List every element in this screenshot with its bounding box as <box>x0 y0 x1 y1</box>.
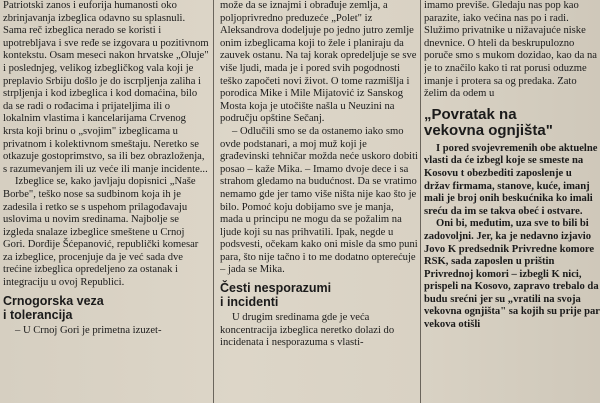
paragraph: Oni bi, međutim, uza sve to bili bi zadovoljni. Jer, ka je nedavno izjavio Jovo K predsednik Privredne komore RSK, sada zaposlen u prištin Privrednoj komori – izbegli K nici, prispeli na Kosovo, zapravo trebalo da budu srećni jer su „vratili na svoja vekovna ognjišta" sa kojih su prije par vekova otišli <box>424 218 600 331</box>
article-column-2 <box>220 0 418 350</box>
article-column-3 <box>424 0 600 332</box>
paragraph: – Odlučili smo se da ostanemo iako smo ovde podstanari, a moj muž koji je građevinski tehničar možda neće uskoro dobiti posao – kaže Mika. – Imamo dvoje dece i sa strahom gledamo na budućnost. Da se vratimo nemamo gde jer tamo više ništa nije kao što je bilo. Pomoć koju dobijamo sve je manja, mada u principu ne mogu da se požalim na ljude koji su nas prihvatili. Ipak, negde u podsvesti, očekam kako oni misle da smo puni para, što nije tačno i to me dodatno opterećuje – jada se Mika. <box>220 125 418 276</box>
paragraph: – U Crnoj Gori je primetna izuzet- <box>15 324 162 336</box>
column-rule <box>420 0 421 403</box>
paragraph: imamo previše. Gledaju nas pop kao parazite, iako većina nas po i radi. Služimo privatnike u nižavajuće niske dnevnice. O hteli da beskrupulozno poruče smo s mukom dozidao, kao da na je to značilo kako ti rat porusi oduzme imanje i protera sa og predaka. Zato želim da odem u <box>424 0 597 100</box>
article-column-1 <box>3 0 209 337</box>
paragraph: Patriotski zanos i euforija humanosti oko zbrinjavanja izbeglica odavno su splasnuli. Sama reč izbeglica nerado se koristi i upotrebljava i sve ređe se izgovara u pozitivnom kontekstu. Osam meseci nakon hrvatske „Oluje" i poslednjeg, velikog izbegličkog vala koji je preplavio Srbiju došlo je do iscrpljenja zaliha i strpljenja i kod izbeglica i kod domaćina, bilo da se radi o rođacima i prijateljima ili o lokalnim vlastima i kancelarijama Crvenog krsta koji brinu o „svojim" izbeglicama u privatnom i kolektivnom smeštaju. Neretko se otkazuje gostoprimstvo, sa ili bez obrazloženja, s razumevanjem ili uz veće ili manje incidente... <box>3 0 209 175</box>
paragraph: I pored svojevremenih obe aktuelne vlasti da će izbegl koje se smeste na Kosovu t obezbediti zaposlenje u držav firmama, stanove, kuće, imanj mali je broj onih beskućnika ko imali sreću da im se takva obeć i ostvare. <box>424 142 598 217</box>
subheading: Crnogorska veza i tolerancija <box>3 293 104 322</box>
subheading: „Povratak na vekovna ognjišta" <box>424 105 553 139</box>
column-rule <box>213 0 214 403</box>
paragraph: Izbeglice se, kako javljaju dopisnici „Naše Borbe", teško nose sa sudbinom koja ih je zadesila i retko se s uspehom prilagođavaju uslovima u novim sredinama. Najbolje se izgleda snalaze izbeglice smeštene u Crnoj Gori. Dorđije Šćepanović, republički komesar za izbeglice, procenjuje da je već sada dve trećine izbeglica opredeljeno za ostanak i integraciju u ovoj Republici. <box>3 176 199 289</box>
paragraph: može da se iznajmi i obrađuje zemlja, a poljoprivredno preduzeće „Polet" iz Aleksandrova dodeljuje po jedno jutro zemlje onim izbeglicama koji to žele i planiraju da zauvek ostanu. Na taj korak opredeljuje se sve više ljudi, mada je i pored svih pogodnosti teško započeti novi život. O tome razmišlja i porodica Mike i Mile Mijatović iz Sanskog Mosta koja je utočište našla u Neuzini na području opštine Sečanj. <box>220 0 417 125</box>
subheading: Česti nesporazumi i incidenti <box>220 281 332 310</box>
paragraph: U drugim sredinama gde je veća koncentracija izbeglica neretko dolazi do incidenata i nesporazuma s vlasti- <box>220 312 395 349</box>
